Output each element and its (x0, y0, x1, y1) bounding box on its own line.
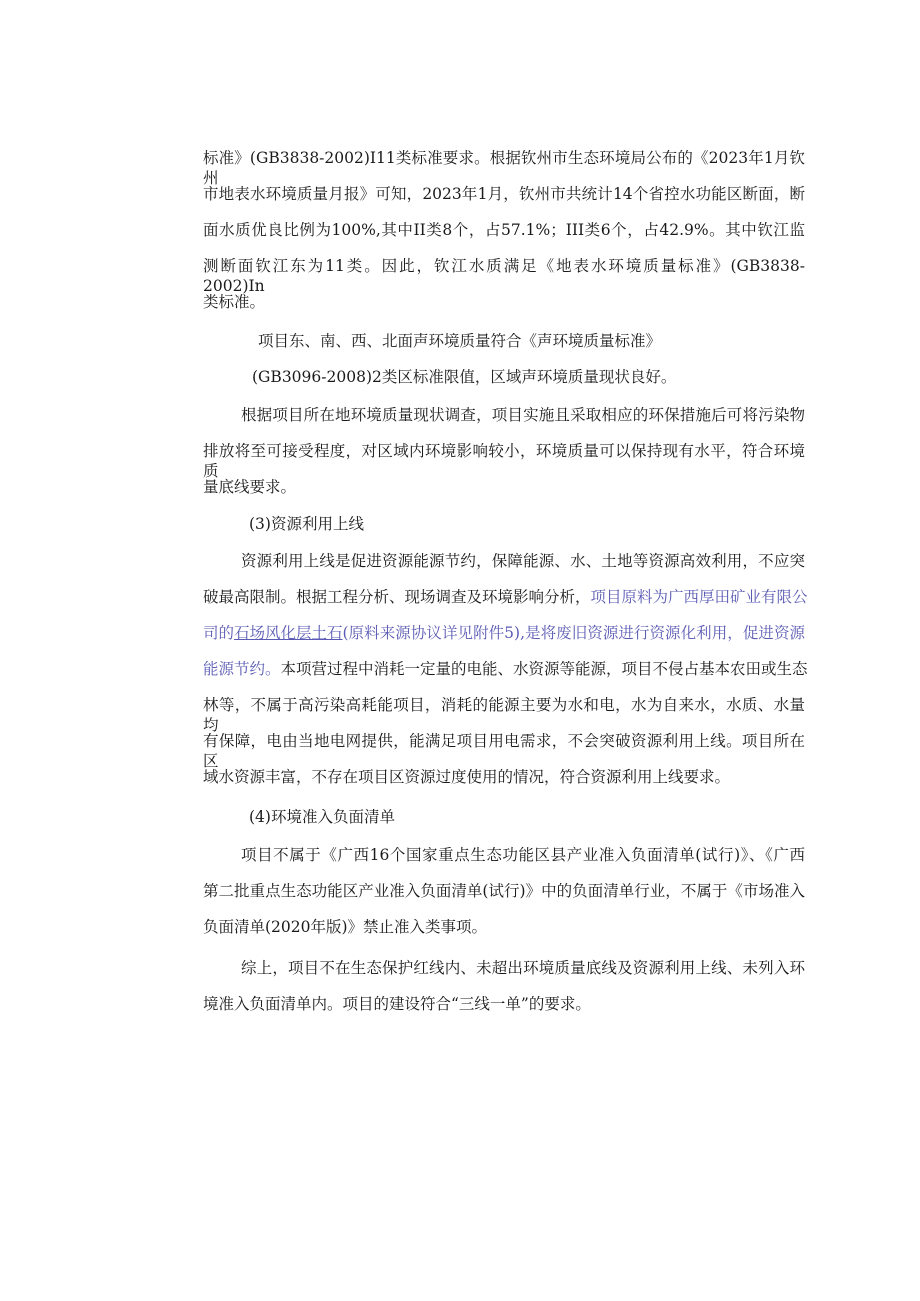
link-raw-material[interactable]: 项目原料为广西厚田矿业有限公 (590, 588, 808, 606)
para-summary-line-1: 综上，项目不在生态保护红线内、未超出环境质量底线及资源利用上线、未列入环 (241, 959, 805, 977)
para-resource-line-6: 有保障，电由当地电网提供，能满足项目用电需求，不会突破资源利用上线。项目所在区 (203, 732, 805, 770)
para-water-line-5: 类标准。 (203, 293, 266, 311)
para-quality-line-3: 量底线要求。 (203, 478, 297, 496)
para-water-line-1: 标准》(GB3838-2002)I11类标准要求。根据钦州市生态环境局公布的《2023年1月钦州 (203, 149, 805, 187)
para-noise-line-2: (GB3096-2008)2类区标准限值，区域声环境质量现状良好。 (252, 368, 677, 386)
para-quality-line-1: 根据项目所在地环境质量现状调查，项目实施且采取相应的环保措施后可将污染物 (241, 406, 805, 424)
para-resource-line-2-text: 破最高限制。根据工程分析、现场调查及环境影响分析， (203, 588, 591, 606)
para-resource-line-4-text: 本项营过程中消耗一定量的电能、水资源等能源，项目不侵占基本农田或生态 (280, 660, 808, 678)
para-noise-line-1: 项目东、南、西、北面声环境质量符合《声环境质量标准》 (258, 332, 662, 350)
para-resource-line-7: 域水资源丰富，不存在项目区资源过度使用的情况，符合资源利用上线要求。 (203, 768, 731, 786)
para-summary-line-2: 境准入负面清单内。项目的建设符合“三线一单”的要求。 (203, 995, 591, 1013)
section-heading-negative-list: (4)环境准入负面清单 (249, 808, 395, 826)
para-negative-line-1: 项目不属于《广西16个国家重点生态功能区县产业准入负面清单(试行)》、《广西 (241, 846, 805, 864)
link-weathered-stone[interactable]: 石场风化层土石 (234, 624, 343, 642)
para-water-line-4: 测断面钦江东为11类。因此，钦江水质满足《地表水环境质量标准》(GB3838-2002)In (203, 257, 805, 295)
link-attachment-5[interactable]: (原料来源协议详见附件5),是将废旧资源进行资源化利用，促进资源 (342, 624, 805, 642)
para-negative-line-2: 第二批重点生态功能区产业准入负面清单(试行)》中的负面清单行业，不属于《市场准入 (203, 882, 805, 900)
section-heading-resource: (3)资源利用上线 (249, 515, 364, 533)
link-energy-saving[interactable]: 能源节约。 (203, 660, 281, 678)
para-negative-line-3: 负面清单(2020年版)》禁止准入类事项。 (203, 918, 488, 936)
para-quality-line-2: 排放将至可接受程度，对区域内环境影响较小，环境质量可以保持现有水平，符合环境质 (203, 442, 805, 480)
link-raw-material-cont[interactable]: 司的 (203, 624, 235, 642)
para-water-line-3: 面水质优良比例为100%,其中II类8个，占57.1%；III类6个，占42.9%。其中钦江监 (203, 221, 805, 239)
para-resource-line-5: 林等，不属于高污染高耗能项目，消耗的能源主要为水和电，水为自来水，水质、水量均 (203, 696, 805, 734)
para-water-line-2: 市地表水环境质量月报》可知，2023年1月，钦州市共统计14个省控水功能区断面，断 (203, 185, 805, 203)
para-resource-line-2 (203, 587, 808, 607)
para-resource-line-4 (203, 659, 808, 679)
para-resource-line-1: 资源利用上线是促进资源能源节约，保障能源、水、土地等资源高效利用，不应突 (241, 552, 805, 570)
para-resource-line-3 (203, 623, 805, 643)
